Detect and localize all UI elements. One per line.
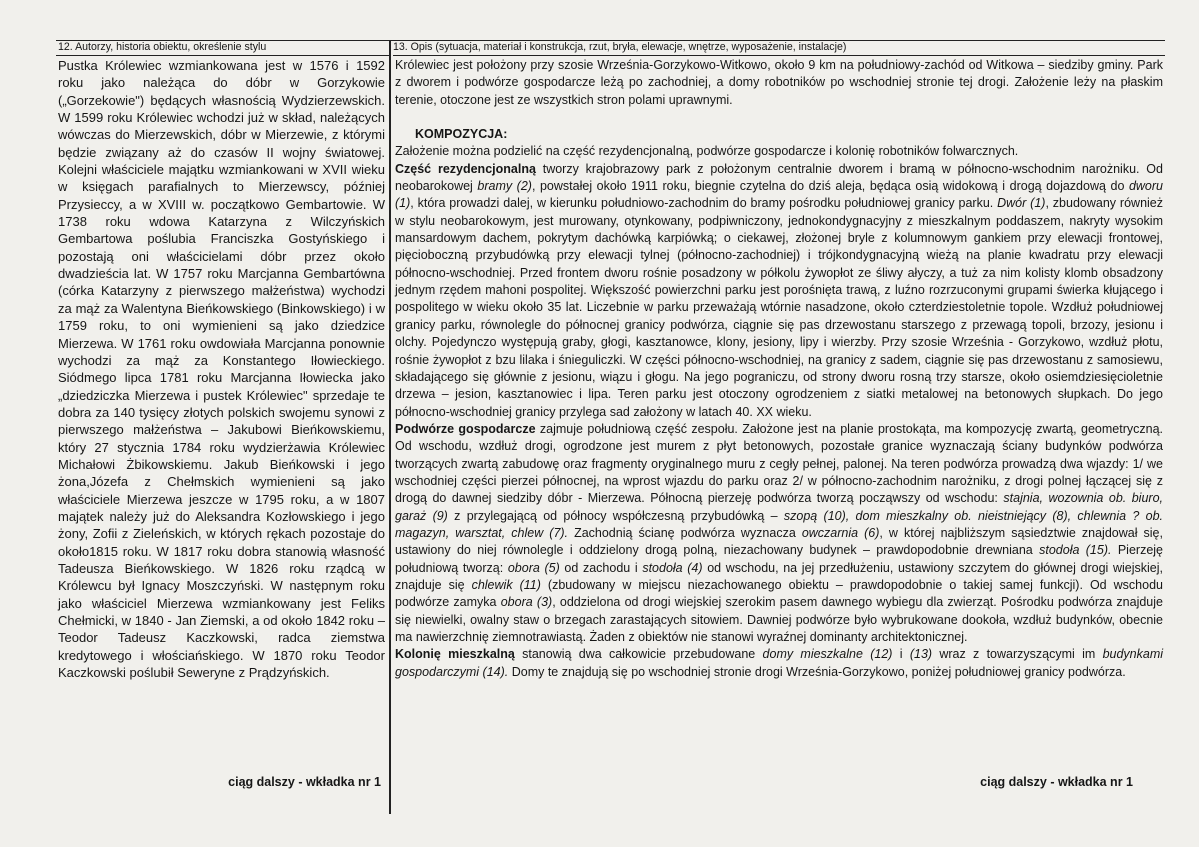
description-text — [393, 56, 1165, 681]
description-header: 13. Opis (sytuacja, materiał i konstrukcja, rzut, bryła, elewacje, wnętrze, wyposażenie, instalacje) — [393, 40, 1165, 56]
residential-part-lead: Część rezydencjonalną — [395, 161, 536, 176]
farmyard-paragraph: Podwórze gospodarcze zajmuje południową część zespołu. Założone jest na planie prostokąta, ma kompozycję zwartą, geometryczną. Od wschodu, wzdłuż drogi, ogrodzone jest murem z płyt betonowych, pozostałe granice wyznaczają ściany budynków podwórza tworzących zwartą zabudowę oraz fragmenty oryginalnego muru z cegły pełnej, palonej. Na teren podwórza prowadzą dwa wjazdy: 1/ we wschodniej części pierzei północnej, na wprost wjazdu do parku oraz 2/ w północno-zachodnim narożniku, z drogi polnej łączącej się z drogą do dawnej siedziby dóbr - Mierzewa. Północną pierzeję podwórza tworzą począwszy od wschodu: stajnia, wozownia ob. biuro, garaż (9) z przylegającą od północy współczesną przybudówką – szopą (10), dom mieszkalny ob. nieistniejący (8), chlewnia ? ob. magazyn, warsztat, chlew (7). Zachodnią ścianę podwórza wyznacza owczarnia (6), w której najbliższym sąsiedztwie znajdował się, ustawiony do niej równolegle i oddzielony drogą polną, niezachowany budynek – prawdopodobnie drewniana stodoła (15). Pierzeję południową tworzą: obora (5) od zachodu i stodoła (4) od wschodu, na jej przedłużeniu, ustawiony szczytem do głównej drogi wiejskiej, znajduje się chlewik (11) (zbudowany w miejscu niezachowanego obiektu – prawdopodobnie o takiej samej funkcji). Od wschodu podwórze zamyka obora (3), oddzielona od drogi wiejskiej szerokim pasem dawnego wybiegu dla zwierząt. Pośrodku podwórza znajduje się niewielki, owalny staw o brzegach zarastających sitowiem. Dawniej podwórze było wybrukowane dookoła, wzdłuż budynków, obecnie ma nawierzchnię ziemnotrawiastą. Żaden z obiektów nie stanowi wyraźnej dominanty architektonicznej. — [395, 421, 1164, 644]
record-card — [56, 40, 1165, 814]
history-text: Pustka Królewiec wzmiankowana jest w 1576 i 1592 roku jako należąca do dóbr w Gorzykowie („Gorzekowie") będących własnością Wydzierzewskich. W 1599 roku Królewiec wchodzi już w skład, należących wówczas do Mierzewskich, dóbr w Mierzewie, z którymi będzie związany aż do czasów II wojny światowej. Kolejni właściciele majątku wzmiankowani w XVII wieku w księgach parafialnych to Mierzewscy, później Przysieccy, a w XVIII w. początkowo Gembartowie. W 1738 roku wdowa Katarzyna z Wilczyńskich Gembartowa poślubia Franciszka Gostyńskiego i pozostają oni właścicielami dóbr przez około dwadzieścia lat. W 1757 roku Marcjanna Gembartówna (córka Katarzyny z pierwszego małżeństwa) wychodzi za mąż za Walentyna Bieńkowskiego (Binkowskiego) i w 1759 roku, to oni wymienieni są jako dziedzice Mierzewa. W 1761 roku owdowiała Marcjanna ponownie wychodzi za mąż za Konstantego Iłowieckiego. Siódmego lipca 1781 roku Marcjanna Iłowiecka jako „dziedziczka Mierzewa i pustek Królewiec" sprzedaje te dobra za 140 tysięcy złotych polskich swojemu synowi z pierwszego małżeństwa – Jakubowi Bieńkowskiemu, który 27 stycznia 1784 roku wydzierżawia Królewiec Michałowi Żbikowskiemu. Jakub Bieńkowski i jego żona,Józefa z Chełmskich wymienieni są jako właściciele Mierzewa jeszcze w 1795 roku, a w 1807 majątek należy już do Aleksandra Kozłowskiego i jego żony, Zofii z Zieleńskich, w których rękach pozostaje do około1815 roku. W 1817 roku dobra stanowią własność Tadeusza Bieńkowskiego. W 1826 roku rządcą w Królewcu był Ignacy Moszczyński. W następnym roku jako właściciel Mierzewa wzmiankowany jest Feliks Chełmicki, w 1840 - Jan Ziemski, a od około 1842 roku – Teodor Tadeusz Kaczkowski, radca ziemstwa kredytowego i włościańskiego. W 1870 roku Teodor Kaczkowski poślubił Seweryne z Prądzyńskich. — [58, 58, 385, 681]
composition-intro: Założenie można podzielić na część rezydencjonalną, podwórze gospodarcze i kolonię robotników folwarcznych. — [395, 144, 1019, 159]
farmyard-lead: Podwórze gospodarcze — [395, 421, 536, 436]
history-column — [56, 40, 391, 814]
history-continued-note: ciąg dalszy - wkładka nr 1 — [228, 775, 381, 789]
composition-heading: KOMPOZYCJA: — [415, 127, 508, 142]
history-header: 12. Autorzy, historia obiektu, określenie stylu — [56, 40, 389, 56]
description-column — [393, 40, 1165, 814]
housing-colony-paragraph: Kolonię mieszkalną stanowią dwa całkowicie przebudowane domy mieszkalne (12) i (13) wraz z towarzyszącymi im budynkami gospodarczymi (14). Domy te znajdują się po wschodniej stronie drogi Września-Gorzykowo, poniżej południowej granicy podwórza. — [395, 647, 1164, 679]
housing-colony-lead: Kolonię mieszkalną — [395, 647, 515, 662]
location-paragraph: Królewiec jest położony przy szosie Września-Gorzykowo-Witkowo, około 9 km na południowy-zachód od Witkowa – siedziby gminy. Park z dworem i podwórze gospodarcze leżą po zachodniej, a domy robotników po wschodniej stronie tej drogi. Założenie leży na płaskim terenie, otoczone jest ze wszystkich stron polami uprawnymi. — [395, 58, 1163, 107]
description-continued-note: ciąg dalszy - wkładka nr 1 — [980, 775, 1133, 789]
residential-part-paragraph: Część rezydencjonalną tworzy krajobrazowy park z położonym centralnie dworem i bramą w północno-wschodnim narożniku. Od neobarokowej bramy (2), powstałej około 1911 roku, biegnie czytelna do dziś aleja, będąca osią widokową i drogą dojazdową do dworu (1), która prowadzi dalej, w kierunku południowo-zachodnim do bramy pośrodku południowej granicy parku. Dwór (1), zbudowany również w stylu neobarokowym, jest murowany, otynkowany, podpiwniczony, jednokondygnacyjny z mieszkalnym poddaszem, nakryty wysokim mansardowym dachem, pokrytym dachówką karpiówką; o ciekawej, złożonej bryle z kolumnowym gankiem przy elewacji frontowej, pięcioboczną przybudówką przy elewacji tylnej (północno-zachodniej) i trójkondygnacyjną wieżą na planie kwadratu przy elewacji północno-wschodniej. Przed frontem dworu rośnie posadzony w półkolu żywopłot ze śliwy ałyczy, a tuż za nim kolisty klomb obsadzony jednym rzędem mahoni pospolitej. Większość powierzchni parku jest porośnięta trawą, z luźno rozrzuconymi grupami świerka kłującego i pospolitego w wieku około 35 lat. Liczebnie w parku przeważają wtórnie nasadzone, około czterdziestoletnie topole. Wzdłuż południowej granicy parku, równolegle do północnej granicy podwórza, ciągnie się pas drzewostanu starszego z przewagą topoli, brzozy, jesionu i olchy. Pojedynczo występują graby, głogi, kasztanowce, klony, jesiony, lipy i wierzby. Przy szosie Września - Gorzykowo, wzdłuż płotu, rośnie żywopłot z bzu lilaka i śnieguliczki. W części północno-wschodniej, na granicy z sadem, ciągnie się pas drzewostanu z samosiewu, składającego się głównie z jesionu, wiązu i głogu. Na jego pograniczu, od strony dworu rosną trzy starsze, około osiemdziesięcioletnie drzewa – jesion, kasztanowiec i lipa. Teren parku jest otoczony ogrodzeniem z siatki metalowej na betonowych słupkach. Do jego północno-wschodniej granicy przylega sad założony w latach 40. XX wieku. — [395, 161, 1163, 419]
